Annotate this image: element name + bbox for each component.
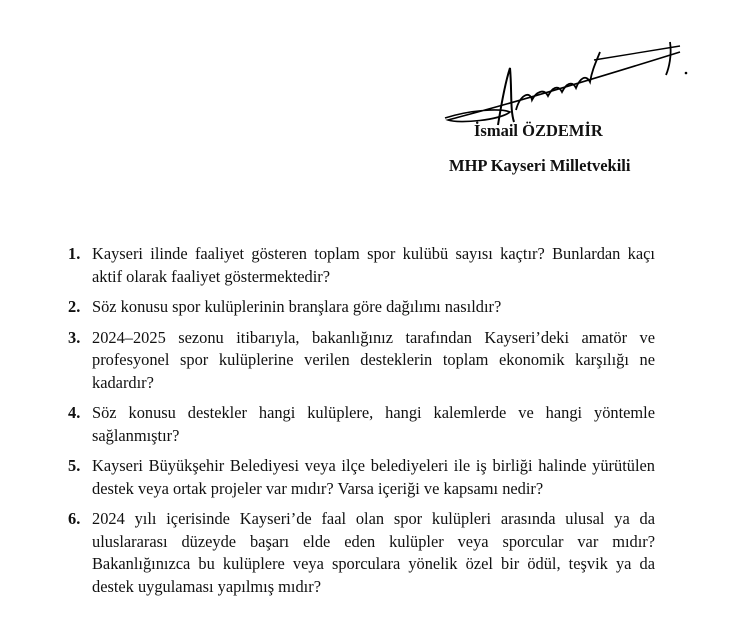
signer-title: MHP Kayseri Milletvekili <box>449 156 631 175</box>
question-item <box>55 455 655 500</box>
question-number: 4. <box>68 403 81 422</box>
question-text: 2024 yılı içerisinde Kayseri’de faal olan spor kulüpleri arasında ulusal ya da uluslararası düzeyde başarı elde eden kulüpler veya sporcular var mıdır? Bakanlığınızca bu kulüplere veya sporculara yönelik özel bir ödül, teşvik ya da destek uygulaması yapılmış mıdır? <box>92 509 655 596</box>
question-item <box>55 508 655 598</box>
question-number: 1. <box>68 244 81 263</box>
question-list <box>55 243 655 606</box>
question-item <box>55 296 655 319</box>
question-number: 2. <box>68 297 81 316</box>
question-text: Kayseri Büyükşehir Belediyesi veya ilçe belediyeleri ile iş birliği halinde yürütülen destek veya ortak projeler var mıdır? Varsa içeriği ve kapsamı nedir? <box>92 456 655 498</box>
question-number: 5. <box>68 456 81 475</box>
question-text: 2024–2025 sezonu itibarıyla, bakanlığınız tarafından Kayseri’deki amatör ve profesyonel spor kulüplerine verilen desteklerin toplam ekonomik karşılığı ne kadardır? <box>92 327 655 392</box>
signer-name: İsmail ÖZDEMİR <box>474 121 603 140</box>
question-text: Söz konusu spor kulüplerinin branşlara göre dağılımı nasıldır? <box>92 297 502 316</box>
question-item <box>55 402 655 447</box>
question-text: Söz konusu destekler hangi kulüplere, hangi kalemlerde ve hangi yöntemle sağlanmıştır? <box>92 403 655 445</box>
question-number: 6. <box>68 509 81 528</box>
question-item <box>55 243 655 288</box>
question-number: 3. <box>68 327 81 347</box>
question-item <box>55 327 655 395</box>
question-text: Kayseri ilinde faaliyet gösteren toplam spor kulübü sayısı kaçtır? Bunlardan kaçı aktif olarak faaliyet göstermektedir? <box>92 244 655 286</box>
